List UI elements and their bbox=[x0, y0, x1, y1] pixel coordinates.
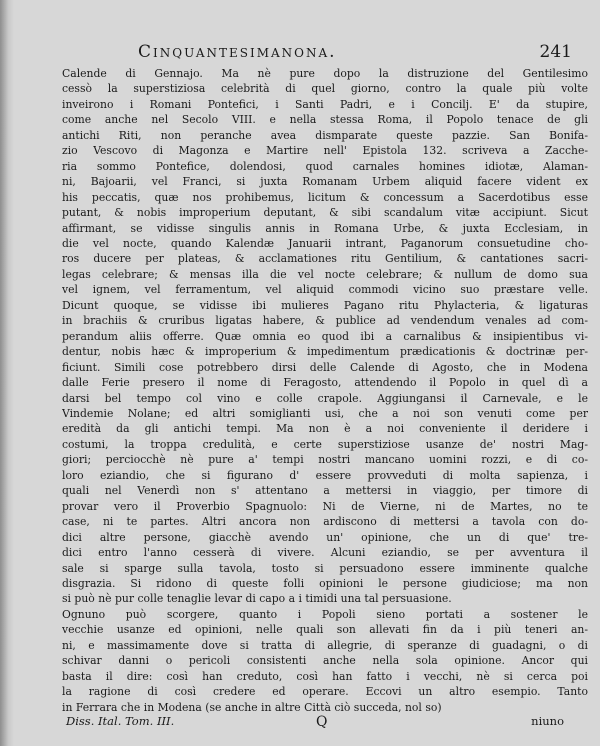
text-line: perandum aliis offerre. Quæ omnia eo quod ibi a carnalibus & insipientibus vi- bbox=[62, 329, 588, 343]
text-line: giori; perciocchè nè pure a' tempi nostri mancano uomini rozzi, e di co- bbox=[62, 453, 588, 467]
text-line: come anche nel Secolo VIII. e nella stessa Roma, il Popolo tenace de gli bbox=[62, 113, 588, 127]
text-line: basta il dire: così han creduto, così han fatto i vecchi, nè si cerca poi bbox=[62, 669, 588, 683]
text-line: si può nè pur colle tenaglie levar di capo a i timidi una tal persuasione. bbox=[62, 592, 452, 606]
text-line: dentur, nobis hæc & improperium & impedimentum prædicationis & doctrinæ per- bbox=[62, 345, 588, 359]
text-line: ni, e massimamente dove si tratta di allegrie, di speranze di guadagni, o di bbox=[62, 638, 588, 652]
text-line: dici entro l'anno cesserà di vivere. Alcuni eziandio, se per avventura il bbox=[62, 546, 588, 560]
text-line: case, ni te partes. Altri ancora non ardiscono di mettersi a tavola con do- bbox=[62, 515, 588, 529]
text-line: Calende di Gennajo. Ma nè pure dopo la distruzione del Gentilesimo bbox=[62, 67, 588, 80]
running-title: Cinquantesimanona. bbox=[138, 42, 337, 62]
page-footer bbox=[66, 714, 578, 732]
page-header bbox=[60, 42, 578, 66]
text-line: inveirono i Romani Pontefici, i Santi Padri, e i Concilj. E' da stupire, bbox=[62, 97, 588, 111]
text-line: disgrazia. Si ridono di queste folli opinioni le persone giudiciose; ma non bbox=[62, 576, 588, 590]
text-line: quali nel Venerdì non s' attentano a mettersi in viaggio, per timore di bbox=[62, 484, 588, 498]
page-body-text bbox=[62, 66, 588, 715]
text-line: vel ignem, vel ferramentum, vel aliquid commodi vicino suo præstare velle. bbox=[62, 283, 588, 297]
text-line: Vindemie Nolane; ed altri somiglianti usi, che a noi son venuti come per bbox=[62, 406, 588, 420]
text-line: ni, Bajoarii, vel Franci, si juxta Romanam Urbem aliquid facere vident ex bbox=[62, 175, 588, 189]
text-line: ros ducere per plateas, & acclamationes ritu Gentilium, & cantationes sacri- bbox=[62, 252, 588, 266]
page-number: 241 bbox=[539, 42, 572, 62]
text-line: in brachiis & cruribus ligatas habere, & publice ad vendendum venales ad com- bbox=[62, 314, 588, 328]
text-line: Dicunt quoque, se vidisse ibi mulieres Pagano ritu Phylacteria, & ligaturas bbox=[62, 298, 588, 312]
book-spine-shadow bbox=[0, 0, 14, 746]
text-line: affirmant, se vidisse singulis annis in Romana Urbe, & juxta Ecclesiam, in bbox=[62, 221, 588, 235]
text-line: darsi bel tempo col vino e colle crapole. Aggiungansi il Carnevale, e le bbox=[62, 391, 588, 405]
catchword: niuno bbox=[531, 714, 564, 728]
text-line: sale si sparge sulla tavola, tosto si persuadono essere imminente qualche bbox=[62, 561, 588, 575]
text-line: in Ferrara che in Modena (se anche in altre Città ciò succeda, nol so) bbox=[62, 700, 442, 714]
text-line: dalle Ferie presero il nome di Feragosto, attendendo il Popolo in quel dì a bbox=[62, 376, 588, 390]
text-line: provar vero il Proverbio Spagnuolo: Ni de Vierne, ni de Martes, no te bbox=[62, 499, 588, 513]
text-line: putant, & nobis improperium deputant, & sibi scandalum vitæ accipiunt. Sicut bbox=[62, 206, 588, 220]
text-line: costumi, la troppa credulità, e certe superstiziose usanze de' nostri Mag- bbox=[62, 437, 588, 451]
text-line: antichi Riti, non peranche avea dismparate queste pazzie. San Bonifa- bbox=[62, 128, 588, 142]
text-line: dici altre persone, giacchè avendo un' opinione, che un di que' tre- bbox=[62, 530, 588, 544]
volume-signature: Diss. Ital. Tom. III. bbox=[66, 714, 175, 728]
text-line: vecchie usanze ed opinioni, nelle quali son allevati fin da i più teneri an- bbox=[62, 623, 588, 637]
text-line: ficiunt. Simili cose potrebbero dirsi delle Calende di Agosto, che in Modena bbox=[62, 360, 588, 374]
text-line: die vel nocte, quando Kalendæ Januarii intrant, Paganorum consuetudine cho- bbox=[62, 236, 588, 250]
text-line: ria sommo Pontefice, dolendosi, quod carnales homines idiotæ, Alaman- bbox=[62, 159, 588, 173]
text-line: eredità da gli antichi tempi. Ma non è a noi conveniente il deridere i bbox=[62, 422, 588, 436]
text-line: loro eziandio, che si figurano d' essere provveduti di molta sapienza, i bbox=[62, 468, 588, 482]
sheet-signature-mark: Q bbox=[316, 714, 328, 730]
text-line: la ragione di così credere ed operare. Eccovi un altro esempio. Tanto bbox=[62, 685, 588, 699]
text-line: zio Vescovo di Magonza e Martire nell' Epistola 132. scriveva a Zacche- bbox=[62, 144, 588, 158]
text-line: his peccatis, quæ nos prohibemus, licitum & concessum a Sacerdotibus esse bbox=[62, 190, 588, 204]
text-line: Ognuno può scorgere, quanto i Popoli sieno portati a sostener le bbox=[62, 607, 588, 621]
text-line: cessò la superstiziosa celebrità di quel giorno, contro la quale più volte bbox=[62, 82, 588, 96]
text-line: legas celebrare; & mensas illa die vel nocte celebrare; & nullum de domo sua bbox=[62, 267, 588, 281]
text-line: schivar danni o pericoli consistenti anche nella sola opinione. Ancor qui bbox=[62, 654, 588, 668]
